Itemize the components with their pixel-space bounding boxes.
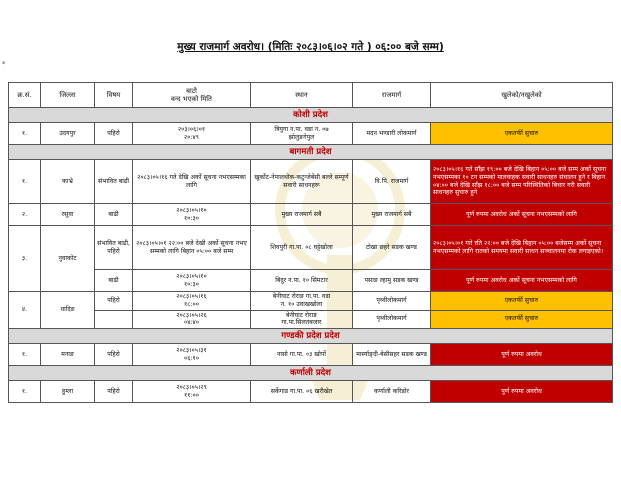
table-row xyxy=(9,310,613,329)
table-row xyxy=(9,226,613,270)
cell-location: शिवपुरी गा.पा. ०८ घट्टेखोला xyxy=(251,226,353,270)
header-district: जिल्ला xyxy=(41,83,95,108)
cell-location xyxy=(251,123,353,145)
header-highway: राजमार्ग xyxy=(353,83,431,108)
province-row-karnali xyxy=(9,366,613,381)
header-row xyxy=(9,83,613,108)
document-title: मुख्य राजमार्ग अवरोध। (मितिः २०८३।०६।०२ गते ) ०६:०० बजे सम्म) xyxy=(177,41,444,53)
cell-district: मनाङ xyxy=(41,344,95,366)
header-sn: क्र.सं. xyxy=(9,83,41,108)
province-row-gandaki xyxy=(9,329,613,344)
cell-date-line1: २०८३।०५।३१ xyxy=(176,346,207,354)
cell-location xyxy=(251,292,353,311)
cell-location-line2: झोलुङगेपुल xyxy=(288,133,315,141)
table-row xyxy=(9,292,613,311)
cell-date-line1: २०८३।०५।१० xyxy=(176,206,207,214)
cell-date xyxy=(133,292,251,311)
cell-date xyxy=(133,270,251,292)
status-badge: २०८३।०५।०१ गते रति २२:०० बजे देखि बिहान ०५:०० बजेसम्म अर्को सूचना नभएसम्मको लागि रातको समयमा सवारी साधन सञ्चालनमा रोक लगाइएको। xyxy=(431,226,613,270)
cell-date xyxy=(133,123,251,145)
cell-location: नासो गा.पा. ०३ खोर्पो xyxy=(251,344,353,366)
cell-sn: १. xyxy=(9,381,41,403)
cell-location xyxy=(251,310,353,329)
cell-sn: १. xyxy=(9,123,41,145)
cell-date-line2: १०:३० xyxy=(184,280,199,288)
cell-sn: ३. xyxy=(9,226,41,292)
cell-district: धादिङ xyxy=(41,292,95,329)
cell-district: उदयपुर xyxy=(41,123,95,145)
table-row xyxy=(9,204,613,226)
province-label: कोशी प्रदेश xyxy=(9,108,613,123)
cell-location: बिदुर न.पा. १० सिमटार xyxy=(251,270,353,292)
header-location: स्थान xyxy=(251,83,353,108)
cell-date-line2: ११:०० xyxy=(184,391,199,399)
cell-location: खुर्कोट-नेपालथोक-कटुन्जेबेंसी बल्ले सम्पूर्ण सवारी साधनहरू xyxy=(251,160,353,204)
cell-subject: पहिरो xyxy=(95,344,133,366)
cell-date xyxy=(133,204,251,226)
cell-date-line1: २०८३।०५।१६ xyxy=(176,293,207,300)
cell-district: नुवाकोट xyxy=(41,226,95,292)
status-badge: एकतर्फी सुचारु xyxy=(431,292,613,311)
province-row-bagmati xyxy=(9,145,613,160)
table-row xyxy=(9,270,613,292)
table-row xyxy=(9,381,613,403)
cell-highway: पृथ्वीलोकमार्ग xyxy=(353,310,431,329)
status-badge: पुर्ण रुपमा अवरोध xyxy=(431,381,613,403)
cell-location: मुख्य राजमार्ग सबै xyxy=(251,204,353,226)
cell-date-line2: १०:३० xyxy=(184,214,199,222)
table-row xyxy=(9,123,613,145)
cell-location-line1: बेनीघाट रोराङ xyxy=(285,311,318,319)
cell-date-line1: २०८३।०५।२९ xyxy=(176,383,207,391)
cell-highway: पृथ्वीलोकमार्ग xyxy=(353,292,431,311)
cell-subject: संभावित बाढी, पहिरो xyxy=(95,226,133,270)
cell-date-line2: ०६:१० xyxy=(184,354,199,362)
cell-subject: संभावित बाढी xyxy=(95,160,133,204)
status-badge: पूर्ण रुपमा अवरोध xyxy=(431,344,613,366)
status-badge: पूर्ण रुपमा अवरोध अर्को सूचना नभएसम्मको लागि xyxy=(431,204,613,226)
header-date-line2: बन्द भएको मिति xyxy=(171,95,212,103)
status-badge: २०८३।०५।१६ गते साँझ १९:०० बजे देखि बिहान ०५:०० बजे सम्म अर्को सूचना नभएसम्मका १० टन सम्मको मालवाहक सवारी साधनहरु संचालन हुने र बिहान ०४:०० बजे देखि साँझ १८:०० बजे सम्म परिस्थितिको बिचार गरी सवारी साधनहरु सुचारु हुने xyxy=(431,160,613,204)
cell-subject xyxy=(95,310,133,329)
cell-subject: पहिरो xyxy=(95,381,133,403)
cell-sn: १. xyxy=(9,160,41,204)
status-badge: एकतर्फी सुचारु xyxy=(431,310,613,329)
corner-mark: * xyxy=(2,60,6,68)
cell-subject: बाढी xyxy=(95,204,133,226)
status-badge: एकतर्फी सुचारु xyxy=(431,123,613,145)
cell-location-line2: न. १० उवाखखोला xyxy=(280,300,323,308)
cell-location: सर्केगाड गा.पा. ०६ खरीखेत xyxy=(251,381,353,403)
cell-date-line2: १८:०० xyxy=(184,300,199,308)
cell-subject: पहिरो xyxy=(95,292,133,311)
cell-date: २०८३।०५।१६ गते देखि अर्को सूचना नभएसम्मका लागि xyxy=(133,160,251,204)
cell-date xyxy=(133,344,251,366)
cell-date-line2: ०४:४० xyxy=(184,319,199,327)
cell-date: २०८३।०५।०१ २२:०० बजे देखी अर्को सूचना नभए सम्मको लागि बिहान ०५:०० बजे सम्म xyxy=(133,226,251,270)
header-date xyxy=(133,83,251,108)
status-badge: पूर्ण रुपमा अवरोध अर्को सूचना नभएसम्मको लागि xyxy=(431,270,613,292)
cell-district: काभ्रे xyxy=(41,160,95,204)
cell-highway: मार्स्याङ्दी-बेसीसहर सडक खण्ड xyxy=(353,344,431,366)
table-row xyxy=(9,344,613,366)
cell-district: हुम्ला xyxy=(41,381,95,403)
cell-date xyxy=(133,381,251,403)
cell-subject: बाढी xyxy=(95,270,133,292)
header-date-line1: बाटो xyxy=(186,86,197,95)
province-row-koshi xyxy=(9,108,613,123)
province-label: बागमती प्रदेश xyxy=(9,145,613,160)
cell-date-line1: २०८३।०५।१० xyxy=(176,272,207,280)
cell-district: रसुवा xyxy=(41,204,95,226)
cell-date xyxy=(133,310,251,329)
cell-sn: १. xyxy=(9,344,41,366)
cell-highway: मुख्य राजमार्ग सबै xyxy=(353,204,431,226)
cell-sn: ४. xyxy=(9,292,41,329)
cell-date-line2: २०:४९ xyxy=(184,133,199,141)
cell-sn: २. xyxy=(9,204,41,226)
table-row xyxy=(9,160,613,204)
highway-obstruction-table xyxy=(8,82,613,403)
province-label: गण्डकी प्रदेश प्रदेश xyxy=(9,329,613,344)
cell-highway: वि.पि. राजमार्ग xyxy=(353,160,431,204)
province-label: कर्णाली प्रदेश xyxy=(9,366,613,381)
cell-subject: पहिरो xyxy=(95,123,133,145)
cell-highway: पसाङ ल्हामु सडक खण्ड xyxy=(353,270,431,292)
header-subject: विषय xyxy=(95,83,133,108)
cell-date-line1: २०३।०६।०१ xyxy=(177,125,206,133)
cell-highway: मदन भण्डारी लोकमार्ग xyxy=(353,123,431,145)
cell-date-line1: २०८३।०५।२६ xyxy=(176,311,207,319)
cell-location-line2: गा.पा.सिलतबजार xyxy=(281,319,322,327)
cell-highway: टोखा छहरे सडक खण्ड xyxy=(353,226,431,270)
cell-location-line1: त्रियुगा न.पा. वडा न. ०७ xyxy=(274,125,329,133)
cell-highway: कर्णाली करिडोर xyxy=(353,381,431,403)
header-status: खुलेको/नखुलेको xyxy=(431,83,613,108)
cell-location-line1: बेनीघाट रोराङ गा.पा. वडा xyxy=(272,293,331,300)
